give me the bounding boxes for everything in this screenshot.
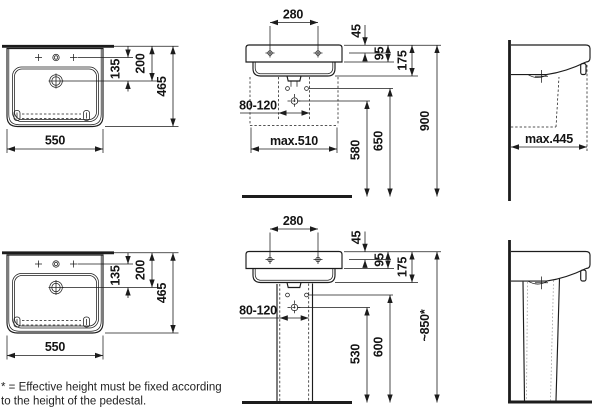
dim-80-120 (239, 304, 309, 319)
dim-label-550: 550 (44, 340, 66, 354)
dim-label-175: 175 (395, 50, 410, 71)
dim-135 (109, 253, 129, 298)
dim-95 (373, 252, 389, 269)
dim-530 (349, 308, 368, 403)
dim-label-45: 45 (349, 24, 364, 38)
extension-lines (7, 46, 179, 153)
dim-max445 (511, 132, 587, 147)
dim-label-95: 95 (372, 46, 387, 61)
dim-label-80-120: 80-120 (239, 303, 277, 318)
dim-label-580: 580 (348, 139, 363, 161)
dim-label-280: 280 (282, 214, 304, 228)
dim-label-280: 280 (282, 7, 304, 22)
dim-label-200: 200 (133, 259, 148, 281)
dim-45 (350, 231, 366, 268)
wall-fixing-bolts (286, 87, 309, 91)
dim-label-135: 135 (108, 265, 123, 286)
footnote-line-1: * = Effective height must be fixed according (1, 381, 222, 394)
dim-label-max445: max.445 (525, 132, 573, 146)
dim-280 (270, 214, 318, 229)
dim-900 (418, 45, 437, 196)
dim-580 (349, 101, 368, 197)
dim-label-135: 135 (108, 58, 123, 80)
dim-200 (134, 253, 153, 288)
wall-fixing-bolts (286, 293, 309, 297)
dim-600 (372, 295, 391, 403)
dim-280 (270, 8, 318, 23)
dim-label-80-120: 80-120 (239, 98, 277, 113)
dim-label-max510: max.510 (270, 134, 318, 148)
footnote-line-2: to the height of the pedestal. (1, 395, 147, 408)
dim-label-465: 465 (155, 282, 169, 304)
dim-850 (418, 252, 437, 403)
dim-550 (7, 134, 103, 150)
panel-plan-wall (2, 46, 179, 153)
dim-label-600: 600 (371, 336, 386, 358)
dim-label-200: 200 (133, 53, 148, 74)
dim-max510 (251, 134, 337, 149)
dim-label-530: 530 (348, 343, 363, 365)
dim-label-850: ~850* (418, 309, 432, 342)
dim-175 (396, 45, 413, 76)
dim-label-900: 900 (418, 110, 432, 132)
dim-label-550: 550 (44, 133, 66, 148)
drain-tailpipe (291, 81, 297, 87)
dim-200 (134, 46, 153, 81)
dim-label-175: 175 (395, 256, 410, 278)
dim-label-465: 465 (155, 76, 169, 97)
dim-label-650: 650 (371, 130, 386, 152)
panel-side-pedestal (508, 240, 592, 404)
dim-550 (7, 340, 103, 356)
pedestal (523, 279, 560, 401)
panel-side-wall (510, 40, 591, 201)
panel-front-pedestal (239, 214, 441, 403)
dim-465 (155, 46, 173, 126)
dim-label-45: 45 (349, 230, 364, 245)
dim-95 (373, 45, 389, 62)
panel-plan-pedestal (2, 253, 179, 360)
dim-650 (372, 89, 391, 197)
extension-lines (7, 253, 179, 360)
dim-label-95: 95 (372, 253, 387, 267)
dim-465 (155, 253, 173, 333)
footnote (1, 382, 222, 408)
dim-45 (350, 24, 366, 61)
dim-135 (109, 47, 129, 92)
dim-175 (396, 252, 413, 283)
panel-front-wall (239, 8, 441, 197)
